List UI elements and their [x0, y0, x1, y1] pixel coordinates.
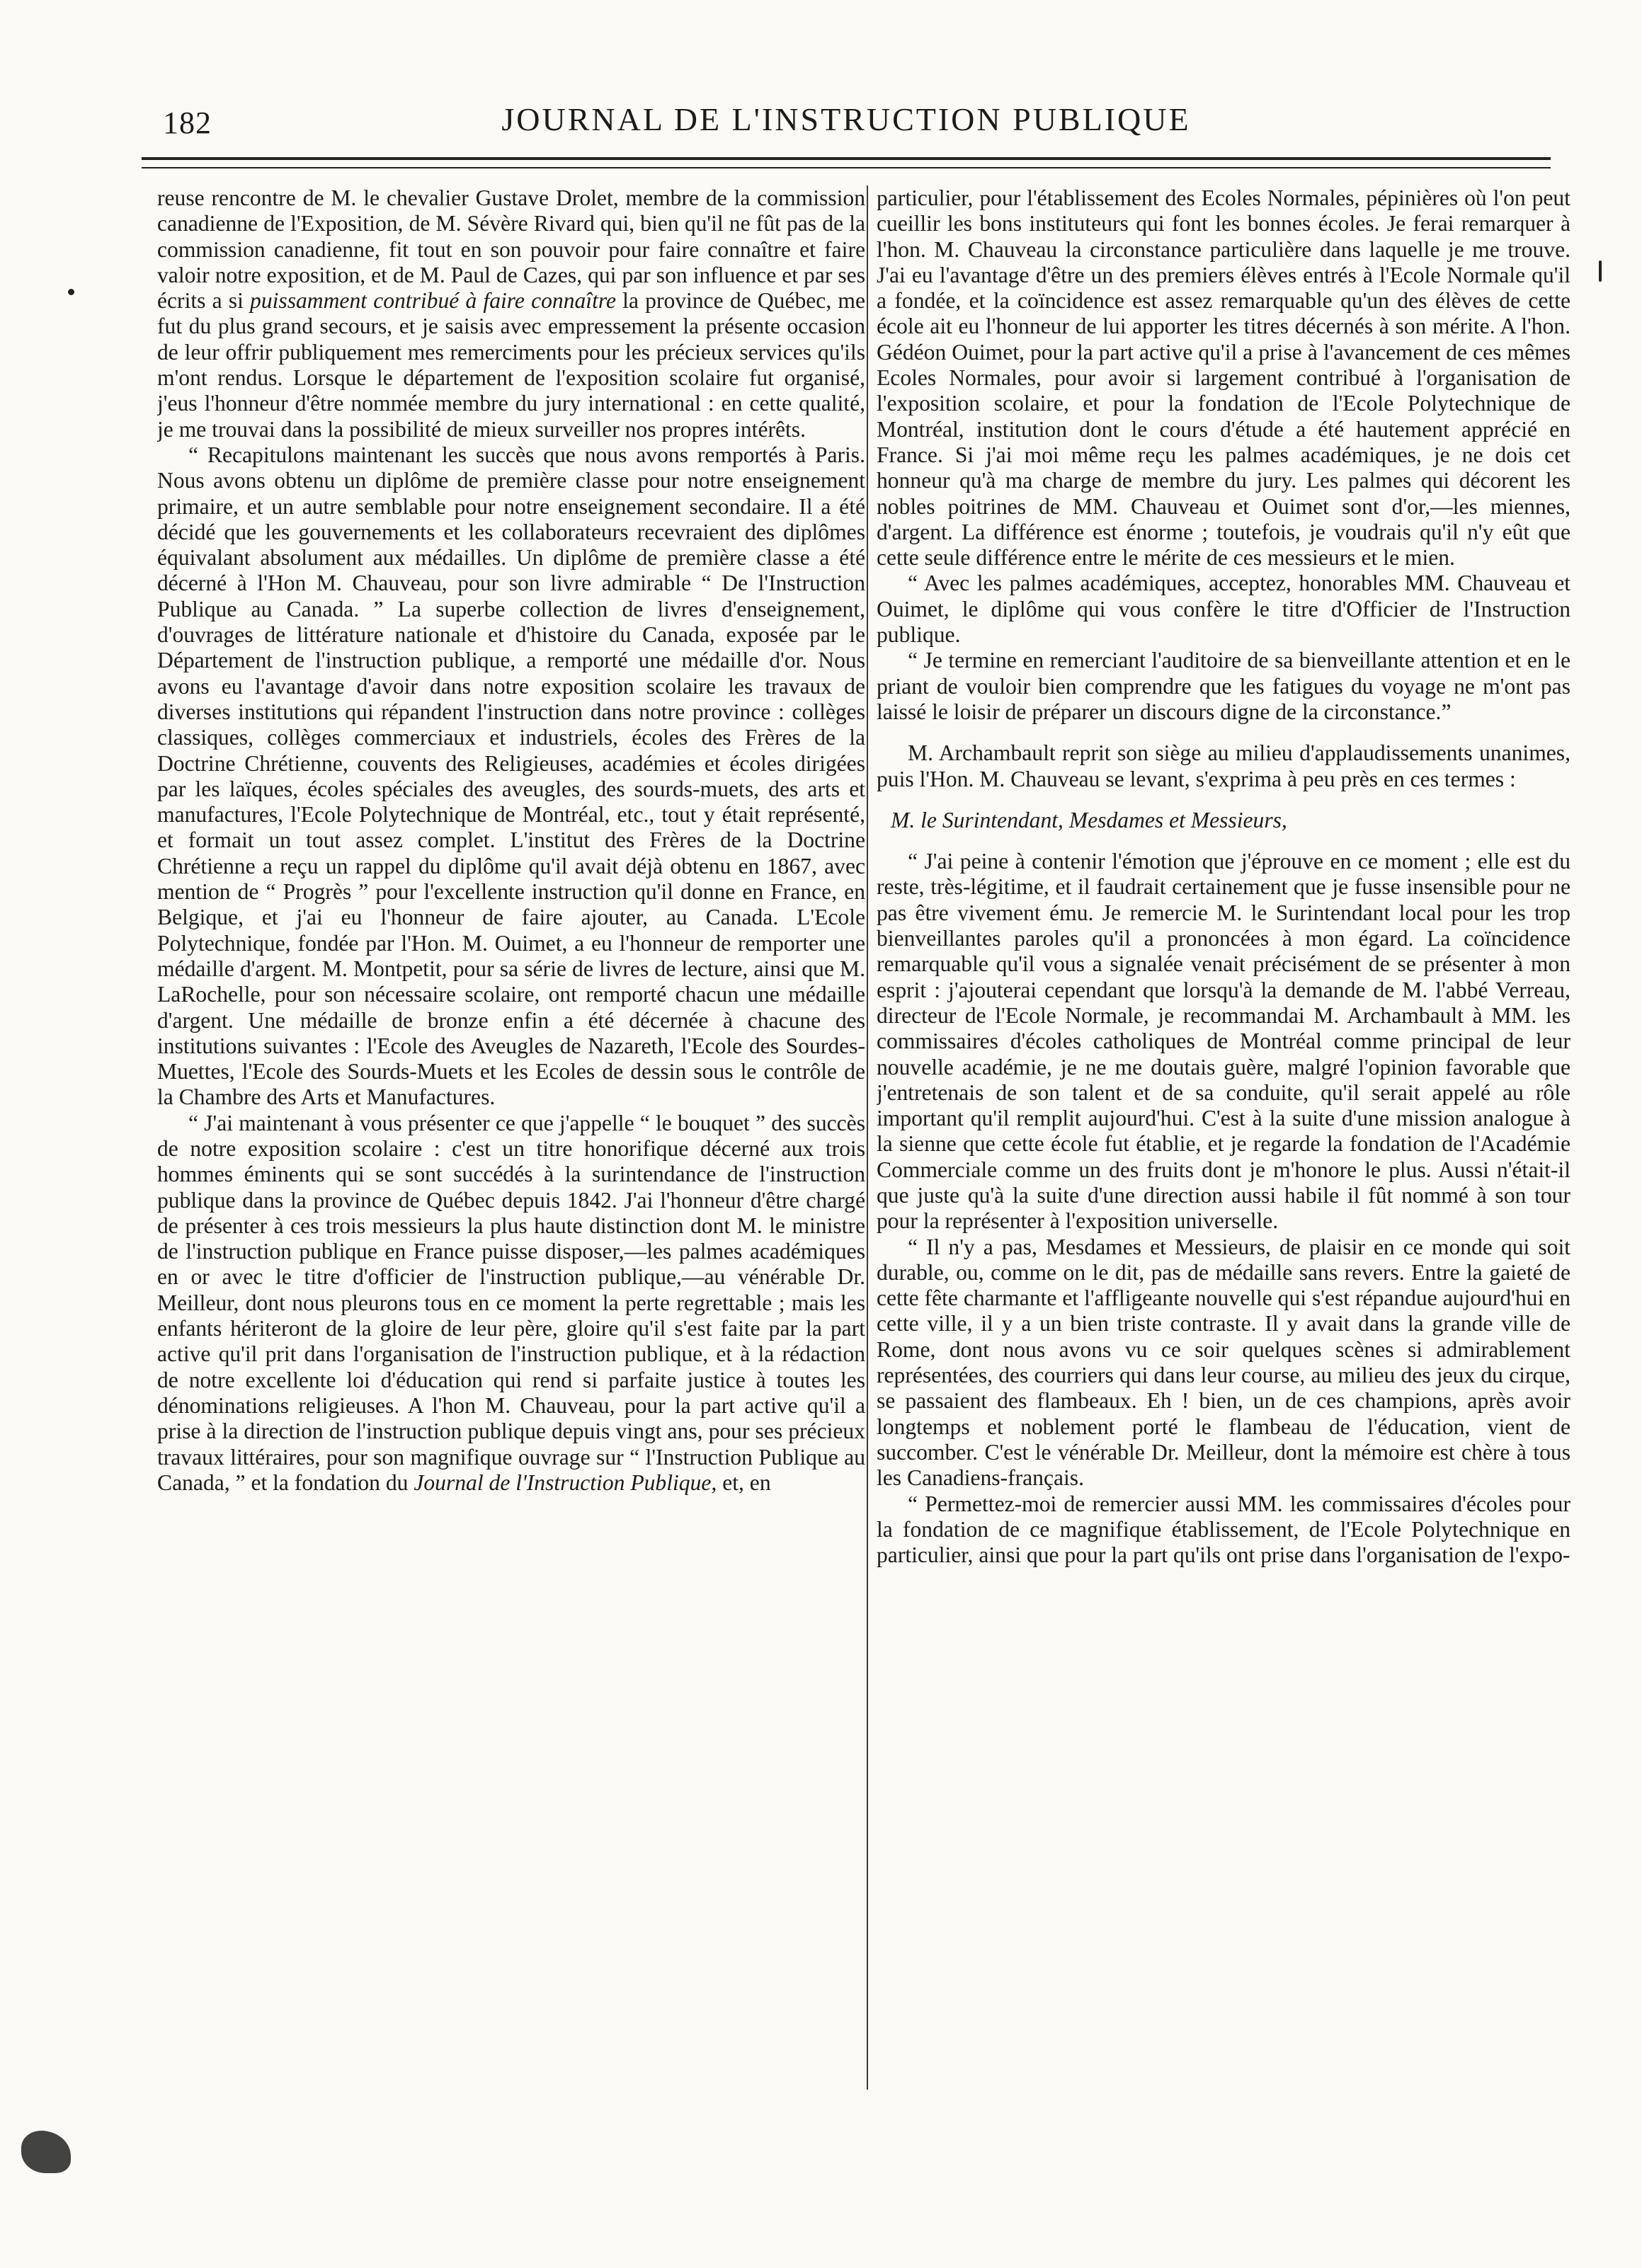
right-column — [877, 185, 1570, 2090]
emphasis: puissamment contribué à faire connaître — [250, 288, 616, 314]
paragraph: M. Archambault reprit son siège au milieu d'applaudissements unanimes, puis l'Hon. M. Chauveau se levant, s'exprima à peu près en ces termes : — [877, 740, 1570, 791]
paragraph: “ Je termine en remerciant l'auditoire de sa bienveillante attention et en le priant de vouloir bien comprendre que les fatigues du voyage ne m'ont pas laissé le loisir de préparer un discours digne de la circonstance.” — [877, 648, 1570, 724]
paragraph: particulier, pour l'établissement des Ecoles Normales, pépinières où l'on peut cueillir les bons instituteurs qui font les bonnes écoles. Je ferai remarquer à l'hon. M. Chauveau la circonstance particulière dans laquelle je me trouve. J'ai eu l'avantage d'être un des premiers élèves entrés à l'Ecole Normale qu'il a fondée, et la coïncidence est assez remarquable qu'un des élèves de cette école ait eu l'honneur de lui apporter les titres décernés à son mérite. A l'hon. Gédéon Ouimet, pour la part active qu'il a prise à l'avancement de ces mêmes Ecoles Normales, pour avoir si largement contribué à l'organisation de l'exposition scolaire, et pour la fondation de l'Ecole Polytechnique de Montréal, institution dont le cours d'étude a été hautement apprécié en France. Si j'ai moi même reçu les palmes académiques, je ne dois cet honneur qu'à ma charge de membre du jury. Les palmes qui décorent les nobles poitrines de MM. Chauveau et Ouimet sont d'or,—les miennes, d'argent. La différence est énorme ; toutefois, je voudrais qu'il n'y eût que cette seule différence entre le mérite de ces messieurs et le mien. — [877, 185, 1570, 571]
print-speck — [68, 289, 74, 295]
page-number: 182 — [163, 105, 212, 140]
page-header — [142, 92, 1551, 149]
print-speck — [21, 2131, 71, 2173]
salutation: M. le Surintendant, Mesdames et Messieurs, — [891, 807, 1287, 832]
running-title: JOURNAL DE L'INSTRUCTION PUBLIQUE — [501, 101, 1191, 137]
paragraph: “ Recapitulons maintenant les succès que nous avons remportés à Paris. Nous avons obtenu un diplôme de première classe pour notre enseignement primaire, et un autre semblable pour notre enseignement secondaire. Il a été décidé que les gouvernements et les collaborateurs recevraient des diplômes équivalant absolument aux médailles. Un diplôme de première classe a été décerné à l'Hon M. Chauveau, pour son livre admirable “ De l'Instruction Publique au Canada. ” La superbe collection de livres d'enseignement, d'ouvrages de littérature nationale et d'histoire du Canada, exposée par le Département de l'instruction publique, a remporté une médaille d'or. Nous avons eu l'avantage d'avoir dans notre exposition scolaire les travaux de diverses institutions qui répandent l'instruction dans notre province : collèges classiques, collèges commerciaux et industriels, écoles des Frères de la Doctrine Chrétienne, couvents des Religieuses, académies et écoles dirigées par les laïques, écoles spéciales des aveugles, des sourds-muets, des arts et manufactures, l'Ecole Polytechnique de Montréal, etc., tout y était représenté, et formait un tout assez complet. L'institut des Frères de la Doctrine Chrétienne a reçu un rappel du diplôme qu'il avait déjà obtenu en 1867, avec mention de “ Progrès ” pour l'excellente instruction qu'il donne en France, en Belgique, et j'ai eu l'honneur de faire ajouter, au Canada. L'Ecole Polytechnique, fondée par l'Hon. M. Ouimet, a eu l'honneur de remporter une médaille d'argent. M. Montpetit, pour sa série de livres de lecture, ainsi que M. LaRochelle, pour son nécessaire scolaire, ont remporté chacun une médaille d'argent. Une médaille de bronze enfin a été décernée à chacune des institutions suivantes : l'Ecole des Aveugles de Nazareth, l'Ecole des Sourdes-Muettes, l'Ecole des Sourds-Muets et les Ecoles de dessin sous le contrôle de la Chambre des Arts et Manufactures. — [157, 442, 865, 1110]
paragraph: “ Il n'y a pas, Mesdames et Messieurs, de plaisir en ce monde qui soit durable, ou, comme on le dit, pas de médaille sans revers. Entre la gaieté de cette fête charmante et l'affligeante nouvelle qui s'est répandue aujourd'hui en cette ville, il y a un bien triste contraste. Il y avait dans la grande ville de Rome, dont nous avons vu ce soir quelques scènes si admirablement représentées, des courriers qui dans leur course, au milieu des jeux du cirque, se passaient des flambeaux. Eh ! bien, un de ces champions, après avoir longtemps et noblement porté le flambeau de l'éducation, vient de succomber. C'est le vénérable Dr. Meilleur, dont la mémoire est chère à tous les Canadiens-français. — [877, 1234, 1570, 1491]
left-column — [157, 185, 865, 2090]
paragraph: reuse rencontre de M. le chevalier Gustave Drolet, membre de la commission canadienne de l'Exposition, de M. Sévère Rivard qui, bien qu'il ne fût pas de la commission canadienne, fit tout en son pouvoir pour faire connaître et faire valoir notre exposition, et de M. Paul de Cazes, qui par son influence et par ses écrits a si puissamment contribué à faire connaître la province de Québec, me fut du plus grand secours, et je saisis avec empressement la présente occasion de leur offrir publiquement mes remerciments pour les précieux services qu'ils m'ont rendus. Lorsque le département de l'exposition scolaire fut organisé, j'eus l'honneur d'être nommée membre du jury international : en cette qualité, je me trouvai dans la possibilité de mieux surveiller nos propres intérêts. — [157, 185, 865, 442]
paragraph: “ Avec les palmes académiques, acceptez, honorables MM. Chauveau et Ouimet, le diplôme qui vous confère le titre d'Officier de l'Instruction publique. — [877, 571, 1570, 648]
header-rule-thick — [142, 157, 1551, 160]
header-rule-thin — [142, 167, 1551, 168]
paragraph: “ J'ai peine à contenir l'émotion que j'éprouve en ce moment ; elle est du reste, très-légitime, et il faudrait certainement que je fusse insensible pour ne pas être vivement ému. Je remercie M. le Surintendant local pour les trop bienveillantes paroles qu'il a prononcées à mon égard. La coïncidence remarquable qu'il vous a signalée venait précisément de se présenter à mon esprit : j'ajouterai cependant que lorsqu'à la demande de M. l'abbé Verreau, directeur de l'Ecole Normale, je recommandai M. Archambault à MM. les commissaires d'écoles catholiques de Montréal comme principal de leur nouvelle académie, je ne me doutais guère, malgré l'opinion favorable que j'entretenais de son talent et de sa conduite, qu'il serait appelé au rôle important qu'il remplit aujourd'hui. C'est à la suite d'une mission analogue à la sienne que cette école fut établie, et je regarde la fondation de l'Académie Commerciale comme un des fruits dont je m'honore le plus. Aussi n'était-il que juste qu'à la suite d'une direction aussi habile il fût nommé à son tour pour la représenter à l'exposition universelle. — [877, 849, 1570, 1234]
paragraph: “ J'ai maintenant à vous présenter ce que j'appelle “ le bouquet ” des succès de notre exposition scolaire : c'est un titre honorifique décerné aux trois hommes éminents qui se sont succédés à la surintendance de l'instruction publique dans la province de Québec depuis 1842. J'ai l'honneur d'être chargé de présenter à ces trois messieurs la plus haute distinction dont M. le ministre de l'instruction publique en France puisse disposer,—les palmes académiques en or avec le titre d'officier de l'instruction publique,—au vénérable Dr. Meilleur, dont nous pleurons tous en ce moment la perte regrettable ; mais les enfants hériteront de la gloire de leur père, gloire qu'il s'est faite par la part active qu'il prit dans l'organisation de l'instruction publique, et à la rédaction de notre excellente loi d'éducation qui rend si parfaite justice à toutes les dénominations religieuses. A l'hon M. Chauveau, pour la part active qu'il a prise à la direction de l'instruction publique depuis vingt ans, pour ses précieux travaux littéraires, pour son magnifique ouvrage sur “ l'Instruction Publique au Canada, ” et la fondation du Journal de l'Instruction Publique, et, en — [157, 1110, 865, 1495]
emphasis: Journal de l'Instruction Publique, — [414, 1470, 717, 1495]
paragraph: “ Permettez-moi de remercier aussi MM. les commissaires d'écoles pour la fondation de ce magnifique établissement, de l'Ecole Polytechnique en particulier, ainsi que pour la part qu'ils ont prise dans l'organisation de l'expo- — [877, 1491, 1570, 1568]
column-divider — [867, 185, 868, 2090]
print-speck — [1599, 260, 1602, 282]
